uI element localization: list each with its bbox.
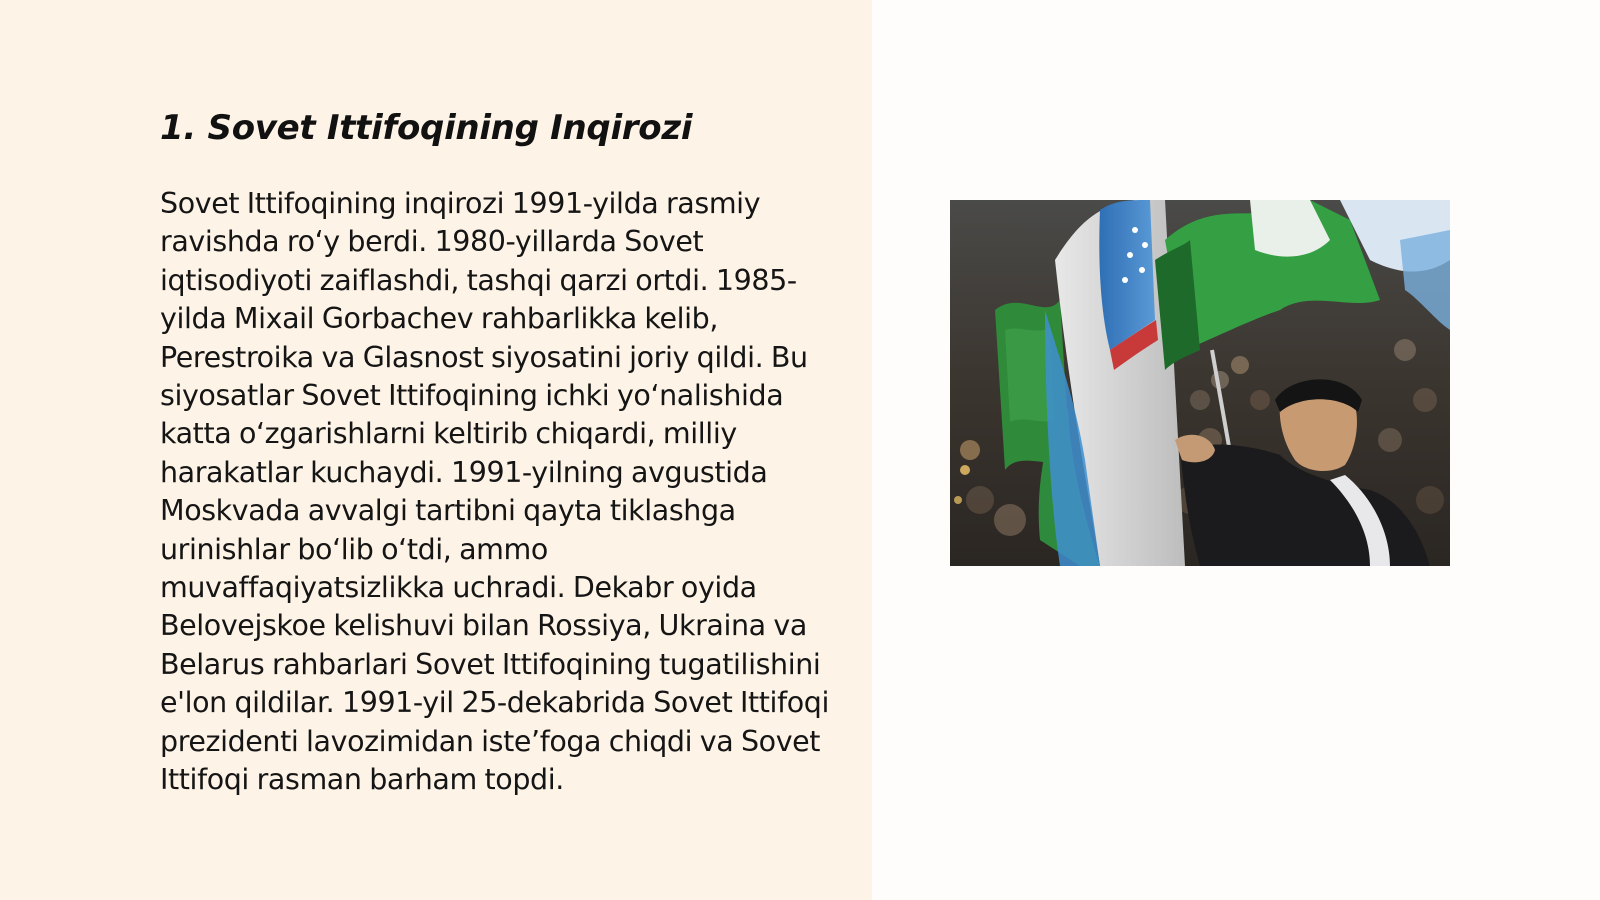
photo-illustration (950, 200, 1450, 566)
slide-title: 1. Sovet Ittifoqining Inqirozi (160, 108, 693, 148)
slide-body-text: Sovet Ittifoqining inqirozi 1991-yilda rasmiy ravishda ro‘y berdi. 1980-yillarda Sovet iqtisodiyoti zaiflashdi, tashqi qarzi ortdi. 1985-yilda Mixail Gorbachev rahbarlikka kelib, Perestroika va Glasnost siyosatini joriy qildi. Bu siyosatlar Sovet Ittifoqining ichki yo‘nalishida katta o‘zgarishlarni keltirib chiqardi, milliy harakatlar kuchaydi. 1991-yilning avgustida Moskvada avvalgi tartibni qayta tiklashga urinishlar bo‘lib o‘tdi, ammo muvaffaqiyatsizlikka uchradi. Dekabr oyida Belovejskoe kelishuvi bilan Rossiya, Ukraina va Belarus rahbarlari Sovet Ittifoqining tugatilishini e'lon qildilar. 1991-yil 25-dekabrida Sovet Ittifoqi prezidenti lavozimidan iste’foga chiqdi va Sovet Ittifoqi rasman barham topdi. (160, 187, 829, 797)
photo-flag-waving-crowd (950, 200, 1450, 566)
